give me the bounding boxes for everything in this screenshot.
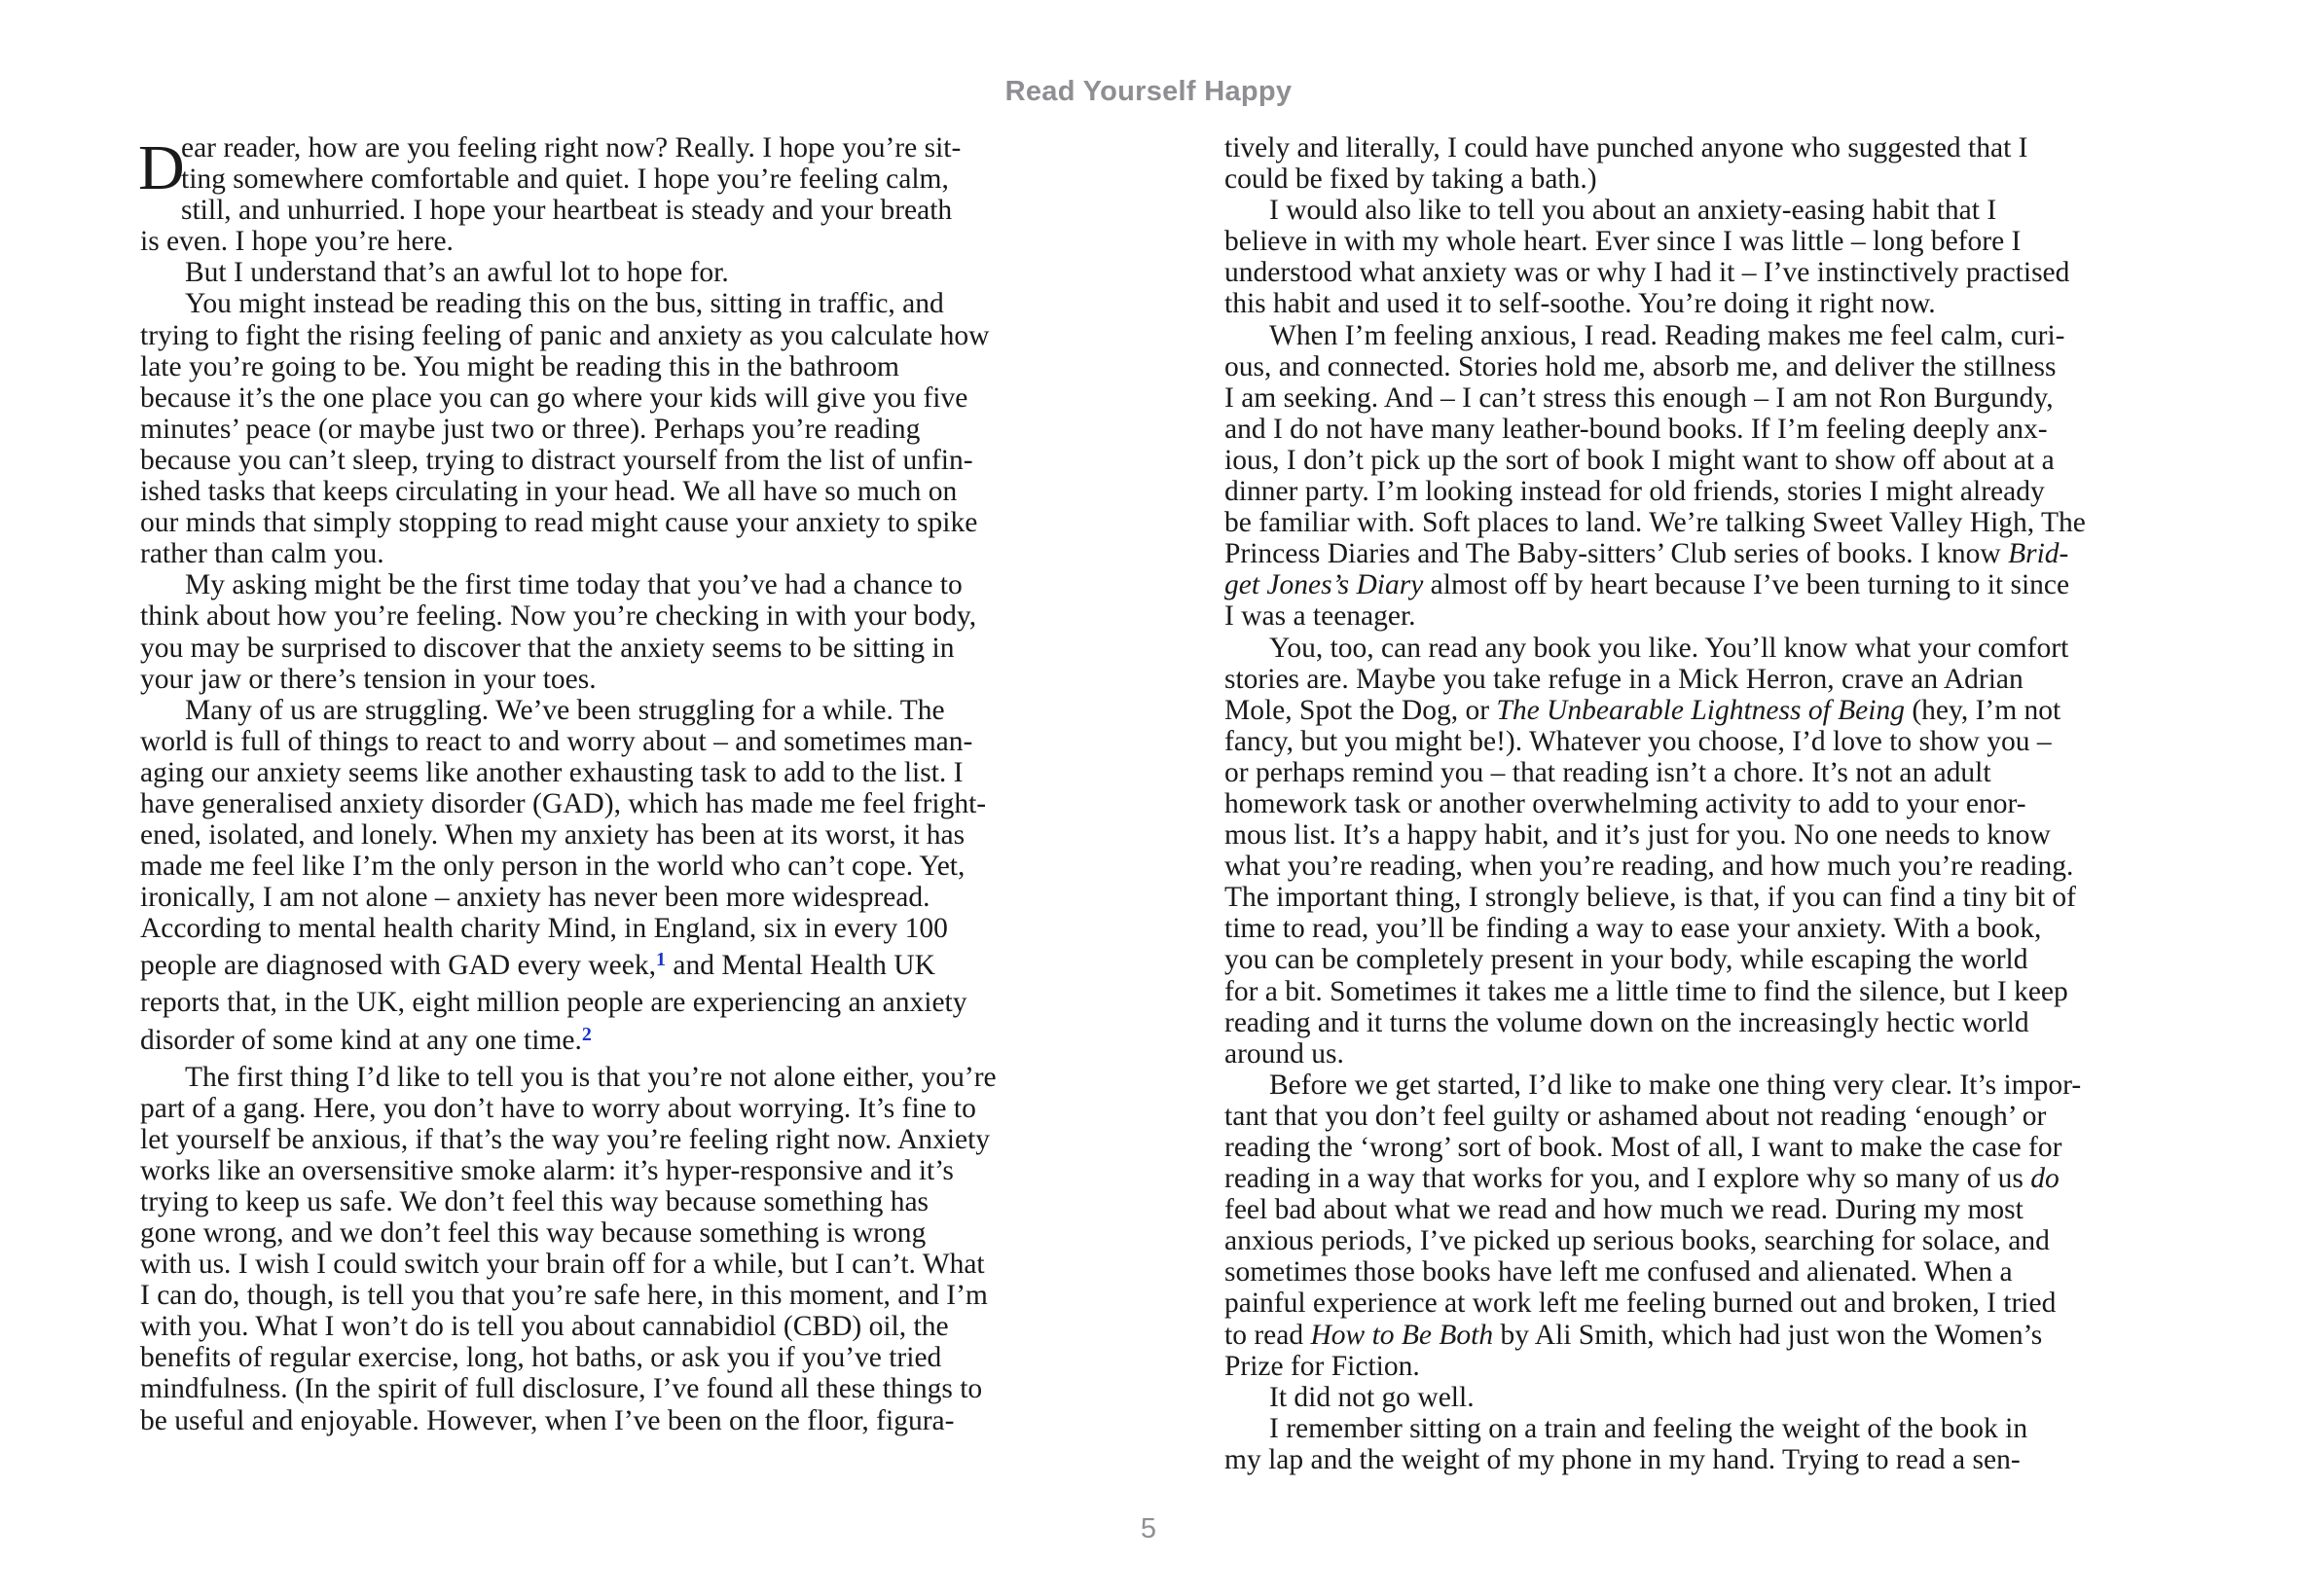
text-line: this habit and used it to self-soothe. You’re doing it right now. [1224, 288, 1936, 320]
text-line: for a bit. Sometimes it takes me a little time to find the silence, but I keep [1224, 975, 2068, 1007]
text-line: I can do, though, is tell you that you’re safe here, in this moment, and I’m [140, 1280, 988, 1312]
text-line: understood what anxiety was or why I had it – I’ve instinctively practised [1224, 257, 2070, 289]
text-line: ironically, I am not alone – anxiety has never been more widespread. [140, 882, 930, 914]
text-line: sometimes those books have left me confused and alienated. When a [1224, 1256, 2013, 1288]
text-line: ished tasks that keeps circulating in your head. We all have so much on [140, 476, 958, 508]
text-line: reading in a way that works for you, and I explore why so many of us do [1224, 1163, 2060, 1195]
text-line: works like an oversensitive smoke alarm: it’s hyper-responsive and it’s [140, 1154, 954, 1186]
page-number: 5 [1140, 1513, 1157, 1544]
text-line: feel bad about what we read and how much we read. During my most [1224, 1194, 2024, 1226]
text-line: you can be completely present in your body, while escaping the world [1224, 944, 2028, 976]
text-line: be useful and enjoyable. However, when I’ve been on the floor, figura- [140, 1404, 955, 1436]
text-line: to read How to Be Both by Ali Smith, which had just won the Women’s [1224, 1319, 2043, 1351]
text-line: ous, and connected. Stories hold me, absorb me, and deliver the stillness [1224, 350, 2057, 382]
text-line: benefits of regular exercise, long, hot baths, or ask you if you’ve tried [140, 1342, 942, 1374]
text-line: you may be surprised to discover that the anxiety seems to be sitting in [140, 632, 955, 664]
text-line: According to mental health charity Mind, in England, six in every 100 [140, 913, 948, 945]
text-line: ting somewhere comfortable and quiet. I hope you’re feeling calm, [181, 163, 949, 196]
text-line: painful experience at work left me feeling burned out and broken, I tried [1224, 1288, 2057, 1320]
text-line: made me feel like I’m the only person in the world who can’t cope. Yet, [140, 851, 966, 883]
text-line: D ear reader, how are you feeling right now? Really. I hope you’re sit- [138, 132, 962, 203]
text-line: believe in with my whole heart. Ever since I was little – long before I [1224, 226, 2022, 258]
text-line: I was a teenager. [1224, 600, 1416, 633]
footnote-link-2[interactable]: 2 [581, 1023, 592, 1045]
text-line: world is full of things to react to and worry about – and sometimes man- [140, 725, 973, 757]
text-line: part of a gang. Here, you don’t have to worry about worrying. It’s fine to [140, 1092, 976, 1124]
text-line: dinner party. I’m looking instead for old friends, stories I might already [1224, 476, 2045, 508]
right-page-column [1224, 132, 2161, 1475]
text-line: But I understand that’s an awful lot to hope for. [185, 257, 729, 289]
text-line: get Jones’s Diary almost off by heart because I’ve been turning to it since [1224, 569, 2070, 601]
text-line: The important thing, I strongly believe, is that, if you can find a tiny bit of [1224, 882, 2076, 914]
text-line: Many of us are struggling. We’ve been struggling for a while. The [185, 694, 945, 726]
text-line: with you. What I won’t do is tell you about cannabidiol (CBD) oil, the [140, 1311, 949, 1343]
text-line: or perhaps remind you – that reading isn’t a chore. It’s not an adult [1224, 756, 1991, 788]
text-line: late you’re going to be. You might be reading this in the bathroom [140, 350, 899, 382]
text-line: gone wrong, and we don’t feel this way because something is wrong [140, 1217, 927, 1249]
text-line: I am seeking. And – I can’t stress this enough – I am not Ron Burgundy, [1224, 381, 2054, 414]
drop-cap: D [138, 132, 185, 203]
text-line: rather than calm you. [140, 538, 384, 570]
text-line: It did not go well. [1269, 1381, 1475, 1413]
text-line: tively and literally, I could have punched anyone who suggested that I [1224, 132, 2028, 163]
text-line: my lap and the weight of my phone in my hand. Trying to read a sen- [1224, 1443, 2021, 1475]
text-line: My asking might be the first time today that you’ve had a chance to [185, 569, 963, 601]
text-line: You might instead be reading this on the bus, sitting in traffic, and [185, 288, 944, 320]
text-line: reading the ‘wrong’ sort of book. Most of all, I want to make the case for [1224, 1132, 2062, 1163]
text-line: still, and unhurried. I hope your heartbeat is steady and your breath [181, 195, 953, 227]
text-line: mindfulness. (In the spirit of full disclosure, I’ve found all these things to [140, 1373, 983, 1405]
text-line: people are diagnosed with GAD every week,$^1$ and Mental Health UK [140, 949, 935, 982]
text-line: disorder of some kind at any one time.$^2$ [140, 1023, 592, 1056]
text-line: Mole, Spot the Dog, or The Unbearable Lightness of Being (hey, I’m not [1224, 694, 2061, 726]
text-line: Princess Diaries and The Baby-sitters’ Club series of books. I know Brid- [1224, 538, 2069, 570]
text-line: trying to keep us safe. We don’t feel this way because something has [140, 1185, 930, 1217]
text-line: fancy, but you might be!). Whatever you choose, I’d love to show you – [1224, 725, 2052, 757]
text-line: aging our anxiety seems like another exhausting task to add to the list. I [140, 756, 964, 788]
text-line: mous list. It’s a happy habit, and it’s just for you. No one needs to know [1224, 819, 2051, 852]
text-line: Before we get started, I’d like to make one thing very clear. It’s impor- [1269, 1069, 2082, 1101]
text-line: let yourself be anxious, if that’s the way you’re feeling right now. Anxiety [140, 1123, 991, 1155]
footnote-link-1[interactable]: 1 [656, 949, 666, 971]
text-line: around us. [1224, 1037, 1344, 1070]
text-line: time to read, you’ll be finding a way to ease your anxiety. With a book, [1224, 913, 2042, 945]
text-line: You, too, can read any book you like. You’ll know what your comfort [1269, 632, 2069, 664]
text-line: I would also like to tell you about an anxiety-easing habit that I [1269, 195, 1997, 227]
text-line: be familiar with. Soft places to land. We’re talking Sweet Valley High, The [1224, 507, 2086, 539]
text-line: reports that, in the UK, eight million people are experiencing an anxiety [140, 987, 967, 1019]
text-line: and I do not have many leather-bound books. If I’m feeling deeply anx- [1224, 413, 2048, 445]
text-line: tant that you don’t feel guilty or ashamed about not reading ‘enough’ or [1224, 1100, 2047, 1132]
text-line: with us. I wish I could switch your brain off for a while, but I can’t. What [140, 1249, 985, 1281]
text-line: could be fixed by taking a bath.) [1224, 163, 1597, 196]
text-line: what you’re reading, when you’re reading, and how much you’re reading. [1224, 851, 2074, 883]
text-line: ened, isolated, and lonely. When my anxiety has been at its worst, it has [140, 819, 966, 852]
book-title: Read Yourself Happy [1004, 76, 1293, 107]
text-line: Prize for Fiction. [1224, 1350, 1420, 1382]
text-line: our minds that simply stopping to read might cause your anxiety to spike [140, 507, 978, 539]
text-line: because it’s the one place you can go where your kids will give you five [140, 381, 968, 414]
text-line: I remember sitting on a train and feeling the weight of the book in [1269, 1412, 2028, 1444]
text-line: is even. I hope you’re here. [140, 226, 454, 258]
text-line: your jaw or there’s tension in your toes. [140, 663, 597, 695]
text-line: When I’m feeling anxious, I read. Reading makes me feel calm, curi- [1269, 319, 2065, 351]
text-line: anxious periods, I’ve picked up serious books, searching for solace, and [1224, 1225, 2050, 1257]
text-line: stories are. Maybe you take refuge in a Mick Herron, crave an Adrian [1224, 663, 2024, 695]
left-page-column [140, 132, 1080, 1436]
text-line: trying to fight the rising feeling of panic and anxiety as you calculate how [140, 319, 990, 351]
text-line: ious, I don’t pick up the sort of book I might want to show off about at a [1224, 444, 2055, 476]
text-line: reading and it turns the volume down on the increasingly hectic world [1224, 1006, 2029, 1038]
text-line: The first thing I’d like to tell you is that you’re not alone either, you’re [185, 1061, 997, 1093]
text-line: minutes’ peace (or maybe just two or three). Perhaps you’re reading [140, 413, 921, 445]
text-line: homework task or another overwhelming activity to add to your enor- [1224, 787, 2026, 819]
text-line: think about how you’re feeling. Now you’re checking in with your body, [140, 600, 977, 633]
text-line: have generalised anxiety disorder (GAD), which has made me feel fright- [140, 787, 987, 819]
text-line: because you can’t sleep, trying to distract yourself from the list of unfin- [140, 444, 973, 476]
